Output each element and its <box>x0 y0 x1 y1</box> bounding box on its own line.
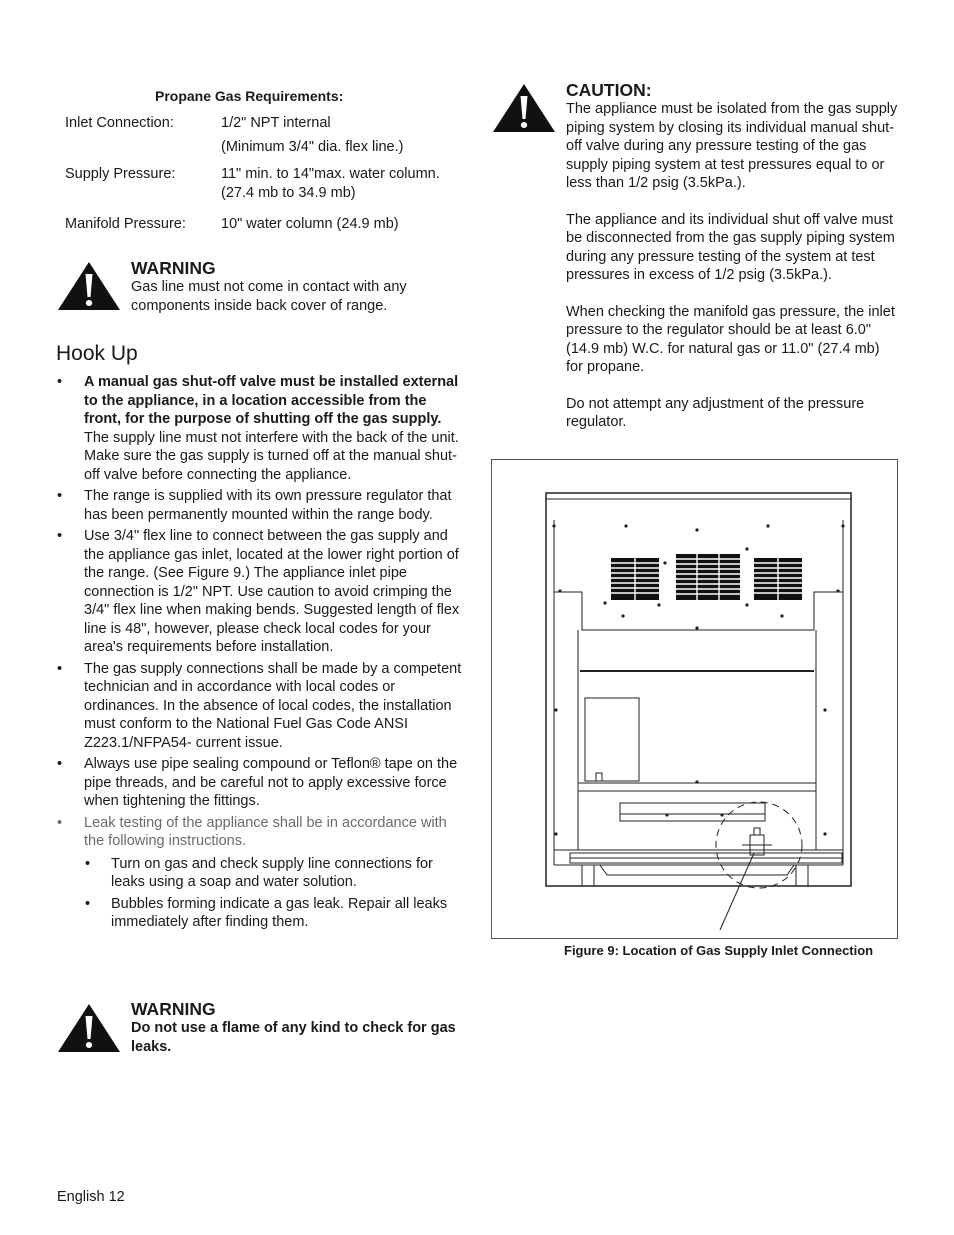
list-item-bold: A manual gas shut-off valve must be installed external to the appliance, in a location accessible from the front, for the purpose of shutting off the gas supply. <box>84 374 459 427</box>
sub-list-item <box>84 895 463 932</box>
list-item <box>57 373 463 484</box>
sub-list-item-text: Bubbles forming indicate a gas leak. Repair all leaks immediately after finding them. <box>111 895 448 930</box>
sub-list <box>84 855 463 932</box>
figure-frame <box>491 459 898 939</box>
requirement-value-line: 1/2" NPT internal <box>221 115 331 131</box>
list-item-text: Leak testing of the appliance shall be in accordance with the following instructions. <box>84 814 447 849</box>
warning-heading: WARNING <box>131 999 216 1019</box>
list-item <box>57 487 463 524</box>
requirement-value-line: (27.4 mb to 34.9 mb) <box>221 185 356 201</box>
warning-block-1 <box>131 258 461 315</box>
caution-paragraph: The appliance and its individual shut off valve must be disconnected from the gas supply piping system during any pressure testing of the system at test pressures in excess of 1/2 psig (3.5kPa.). <box>566 211 895 283</box>
warning-triangle-icon <box>56 260 122 312</box>
warning-triangle-icon <box>56 1002 122 1054</box>
table-row <box>57 208 477 239</box>
requirement-label: Manifold Pressure: <box>65 216 186 232</box>
requirement-value <box>213 111 477 162</box>
section-title: Hook Up <box>56 342 138 365</box>
caution-block <box>566 80 900 432</box>
sub-list-item <box>84 855 463 892</box>
caution-heading: CAUTION: <box>566 80 652 100</box>
requirement-value-line: (Minimum 3/4" dia. flex line.) <box>221 139 404 155</box>
requirements-table <box>57 111 477 239</box>
figure-caption: Figure 9: Location of Gas Supply Inlet Connection <box>564 943 874 958</box>
requirement-value-line: 11" min. to 14"max. water column. <box>221 166 440 182</box>
caution-paragraph: Do not attempt any adjustment of the pressure regulator. <box>566 395 865 430</box>
range-back-drawing <box>492 460 897 938</box>
list-item <box>57 814 463 932</box>
warning-block-2 <box>131 999 461 1056</box>
list-item-text: The gas supply connections shall be made by a competent technician and in accordance with local codes or ordinances. In the absence of local codes, the installation must conform to the National Fuel Gas Code ANSI Z223.1/NFPA54- current issue. <box>84 660 462 751</box>
list-item-text: Use 3/4" flex line to connect between the gas supply and the appliance gas inlet, located at the lower right portion of the range. (See Figure 9.) The appliance inlet pipe connection is 1/2" NPT. Use caution to avoid crimping the 3/4" flex line when making bends. Suggested length of flex line is 48", however, please check local codes for your area's requirements before installation. <box>84 528 460 655</box>
caution-paragraph: When checking the manifold gas pressure, the inlet pressure to the regulator should be at least 6.0" (14.9 mb) W.C. for natural gas or 11.0" (27.4 mb) for propane. <box>566 303 895 375</box>
warning-heading: WARNING <box>131 258 216 278</box>
warning-text: Gas line must not come in contact with any components inside back cover of range. <box>131 279 407 314</box>
hookup-list <box>57 373 463 935</box>
list-item <box>57 527 463 657</box>
requirement-label: Supply Pressure: <box>65 166 176 182</box>
list-item <box>57 755 463 811</box>
list-item-text: The range is supplied with its own pressure regulator that has been permanently mounted within the range body. <box>84 488 452 523</box>
caution-paragraph: The appliance must be isolated from the gas supply piping system by closing its individual manual shut-off valve during any pressure testing of the gas supply piping system at test pressures equal to or less than 1/2 psig (3.5kPa.). <box>566 101 898 191</box>
requirements-title: Propane Gas Requirements: <box>155 88 344 104</box>
requirement-value <box>213 208 477 239</box>
table-row <box>57 111 477 162</box>
warning-text: Do not use a flame of any kind to check for gas leaks. <box>131 1020 456 1055</box>
list-item-text: The supply line must not interfere with the back of the unit. Make sure the gas supply is turned off at the manual shut-off valve before connecting the appliance. <box>84 429 459 483</box>
table-row <box>57 162 477 208</box>
list-item <box>57 660 463 753</box>
list-item-text: Always use pipe sealing compound or Teflon® tape on the pipe threads, and be careful not to apply excessive force when tightening the fittings. <box>84 756 458 809</box>
caution-triangle-icon <box>491 82 557 134</box>
sub-list-item-text: Turn on gas and check supply line connections for leaks using a soap and water solution. <box>111 855 433 890</box>
requirement-label: Inlet Connection: <box>65 115 174 131</box>
requirement-value-line: 10" water column (24.9 mb) <box>221 216 399 232</box>
requirement-value <box>213 162 477 208</box>
page-footer: English 12 <box>57 1189 125 1205</box>
